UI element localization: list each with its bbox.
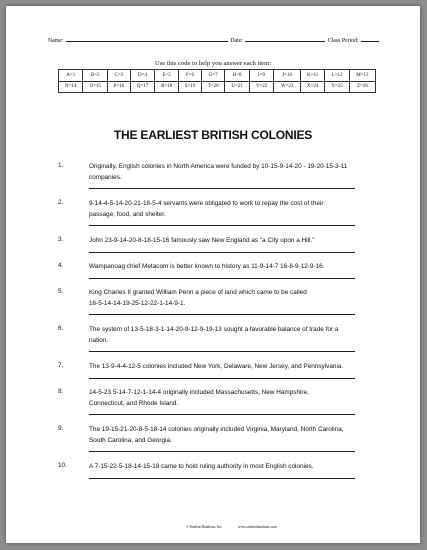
code-cell: I=9 [249, 70, 273, 82]
code-row [59, 81, 376, 93]
code-cell: B=2 [83, 70, 107, 82]
question-text-line: 9-14-4-5-14-20-21-18-5-4 servants were obligated to work to repay the cost of their [89, 200, 324, 207]
code-cell: R=18 [155, 81, 179, 93]
answer-line [89, 478, 355, 479]
question-text-line: 16-5-14-14-19-25-12-22-1-14-9-1. [89, 299, 186, 307]
question-text [89, 325, 359, 346]
worksheet-title: THE EARLIEST BRITISH COLONIES [113, 128, 313, 142]
question-text [89, 288, 359, 309]
question-text-line: John 23-9-14-20-8-18-15-16 famously saw New England as "a City upon a Hill." [89, 237, 315, 244]
question-text-line: A 7-15-22-5-18-14-15-18 came to hold ruling authority in most English colonies. [89, 463, 314, 470]
question-text-line: South Carolina, and Georgia. [89, 436, 172, 444]
question-number: 1. [58, 162, 64, 169]
question-text [89, 162, 359, 183]
answer-line [89, 378, 355, 379]
question-text-line: companies. [89, 173, 122, 181]
code-cell: H=8 [225, 70, 249, 82]
question-number: 5. [58, 288, 64, 295]
letter-code-table [58, 69, 376, 93]
answer-line [89, 314, 355, 315]
answer-line [89, 188, 355, 189]
code-cell: F=6 [179, 70, 202, 82]
student-info-header [48, 36, 380, 44]
question-text [89, 425, 359, 446]
question-text-line: nation. [89, 336, 109, 344]
code-cell: P=16 [107, 81, 130, 93]
answer-line [89, 351, 355, 352]
question-number: 3. [58, 236, 64, 243]
question-text-line: Originally, English colonies in North America were funded by 10-15-9-14-20 - 19-20-15-3-11 [89, 163, 348, 170]
code-cell: Q=17 [130, 81, 154, 93]
question-text [89, 462, 359, 473]
code-cell: N=14 [59, 81, 83, 93]
question-text-line: passage, food, and shelter. [89, 210, 166, 218]
answer-line [89, 225, 355, 226]
question-number: 2. [58, 199, 64, 206]
code-cell: E=5 [155, 70, 179, 82]
question-text-line: Wampanoag chief Metacom is better known to history as 11-9-14-7 16-8-9-12-9-16. [89, 263, 325, 270]
code-cell: O=15 [83, 81, 107, 93]
question-text-line: The 13-9-4-4-12-5 colonies included New York, Delaware, New Jersey, and Pennsylvania. [89, 363, 344, 370]
question-text-line: 14-5-23 5-14-7-12-1-14-4 originally included Massachusetts, New Hampshire, [89, 389, 309, 396]
code-row [59, 70, 376, 82]
footer-copyright: © Student Handouts, Inc. [186, 525, 223, 529]
code-cell: L=12 [325, 70, 349, 82]
code-cell: S=19 [179, 81, 202, 93]
question-text [89, 388, 359, 409]
question-text-line: Connecticut, and Rhode Island. [89, 399, 179, 407]
code-cell: Z=26 [349, 81, 375, 93]
question-text [89, 199, 359, 220]
question-text-line: King Charles II granted William Penn a piece of land which came to be called [89, 289, 307, 296]
class-period-label: Class Period: [327, 38, 359, 44]
code-cell: U=21 [225, 81, 249, 93]
code-cell: A=1 [59, 70, 83, 82]
answer-line [89, 278, 355, 279]
question-number: 10. [58, 462, 67, 469]
code-cell: J=10 [274, 70, 301, 82]
question-text-line: The system of 13-5-18-3-1-14-20-9-12-9-19-13 sought a favorable balance of trade for a [89, 326, 339, 333]
question-text [89, 236, 359, 247]
code-cell: X=24 [300, 81, 324, 93]
question-number: 8. [58, 388, 64, 395]
answer-line [89, 252, 355, 253]
name-label: Name: [48, 38, 64, 44]
question-text [89, 362, 359, 373]
question-number: 9. [58, 425, 64, 432]
code-cell: D=4 [130, 70, 154, 82]
class-period-blank [361, 36, 379, 42]
date-blank [245, 36, 325, 42]
answer-line [89, 414, 355, 415]
code-cell: G=7 [201, 70, 224, 82]
code-instructions: Use this code to help you answer each item: [154, 60, 272, 67]
code-cell: W=23 [274, 81, 301, 93]
footer-website: www.studenthandouts.com [238, 525, 277, 529]
question-text-line: The 19-15-21-20-8-5-18-14 colonies originally included Virginia, Maryland, North Carolina, [89, 426, 344, 433]
question-number: 6. [58, 325, 64, 332]
code-cell: K=11 [300, 70, 324, 82]
code-cell: C=3 [107, 70, 130, 82]
date-label: Date: [230, 38, 243, 44]
question-number: 7. [58, 362, 64, 369]
code-cell: M=13 [349, 70, 375, 82]
worksheet-page [6, 6, 420, 543]
question-number: 4. [58, 262, 64, 269]
name-blank [66, 36, 228, 42]
code-cell: T=20 [201, 81, 224, 93]
code-cell: Y=25 [325, 81, 349, 93]
code-cell: V=22 [249, 81, 273, 93]
answer-line [89, 451, 355, 452]
question-text [89, 262, 359, 273]
